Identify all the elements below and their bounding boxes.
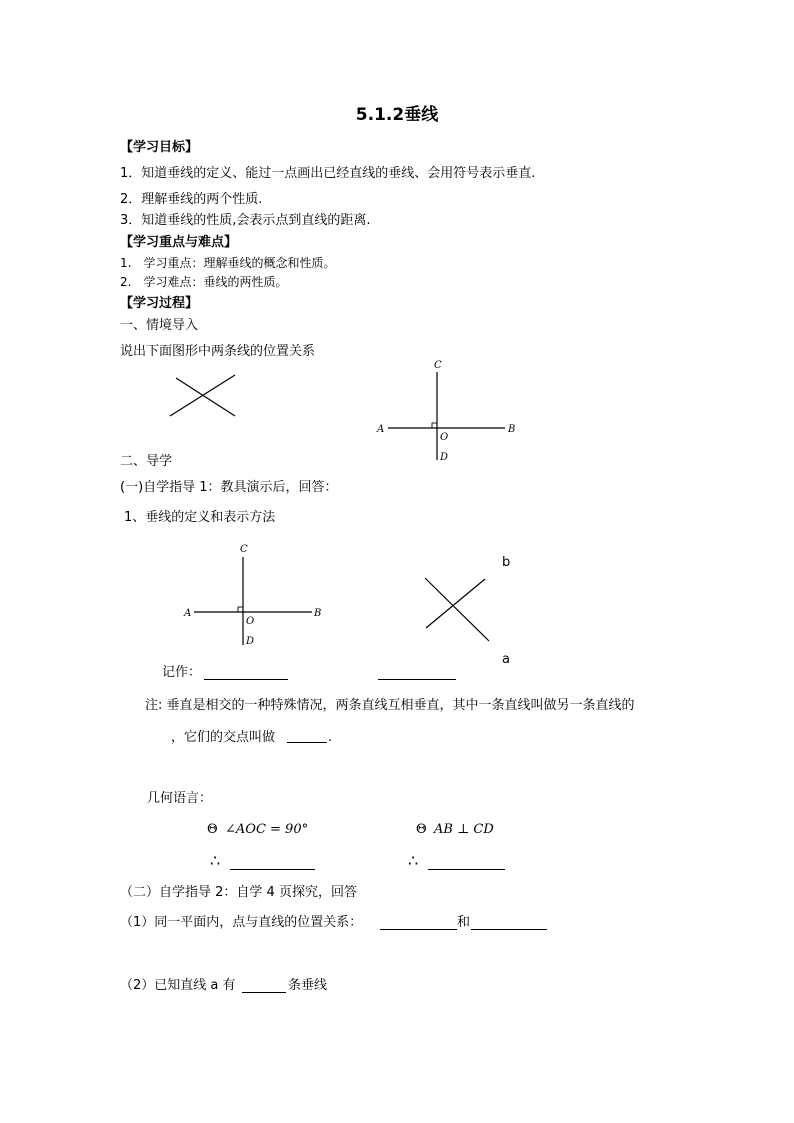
record-label: 记作： <box>162 665 202 680</box>
label-b: B <box>508 424 516 435</box>
section-guide-heading: 二、导学 <box>120 454 173 469</box>
question-2-suffix: 条垂线 <box>288 978 328 993</box>
label-d: D <box>440 452 449 463</box>
because-symbol-1: Θ <box>207 822 218 837</box>
question-1-blank-2[interactable] <box>471 929 547 930</box>
therefore-blank-2[interactable] <box>428 869 505 870</box>
question-1-and: 和 <box>457 915 471 930</box>
guide-2: （二）自学指导 2：自学 4 页探究，回答 <box>120 885 357 900</box>
label-a: A <box>377 424 385 435</box>
guide-1: (一)自学指导 1：教具演示后，回答： <box>120 480 338 495</box>
record-blank-1[interactable] <box>204 679 288 680</box>
geometry-language-label: 几何语言： <box>147 791 213 806</box>
scenario-prompt: 说出下面图形中两条线的位置关系 <box>120 344 316 359</box>
label-a: A <box>184 608 192 619</box>
key-point-2: 2. 学习难点：垂线的两性质。 <box>120 275 288 289</box>
question-2-prefix: （2）已知直线 a 有 <box>120 978 236 993</box>
because-symbol-2: Θ <box>416 822 427 837</box>
key-points-heading: 【学习重点与难点】 <box>120 235 238 250</box>
because-expr-angle: ∠AOC = 90° <box>225 822 309 837</box>
label-line-a: a <box>502 652 510 667</box>
question-1-blank-1[interactable] <box>380 929 457 930</box>
question-2-blank[interactable] <box>242 992 286 993</box>
page-title: 5.1.2垂线 <box>355 105 439 125</box>
record-blank-2[interactable] <box>378 679 456 680</box>
item-definition: 1、垂线的定义和表示方法 <box>124 510 276 525</box>
label-o: O <box>246 616 255 627</box>
line-b <box>426 579 485 628</box>
label-d: D <box>246 636 255 647</box>
note-period: . <box>328 730 333 745</box>
intersection-point-blank[interactable] <box>287 742 327 743</box>
because-expr-perpendicular: AB ⊥ CD <box>434 822 494 837</box>
goals-heading: 【学习目标】 <box>120 140 199 155</box>
therefore-blank-1[interactable] <box>230 869 315 870</box>
label-c: C <box>240 544 248 555</box>
label-o: O <box>440 432 449 443</box>
line-a <box>425 578 489 641</box>
note-line-1: 注: 垂直是相交的一种特殊情况，两条直线互相垂直，其中一条直线叫做另一条直线的 <box>145 698 635 713</box>
goal-item-2: 2．理解垂线的两个性质. <box>120 192 263 207</box>
label-c: C <box>434 360 442 371</box>
process-heading: 【学习过程】 <box>120 296 199 311</box>
note-line-2: ，它们的交点叫做 <box>171 730 276 745</box>
label-line-b: b <box>502 555 511 570</box>
question-1: （1）同一平面内，点与直线的位置关系： <box>120 915 363 930</box>
therefore-symbol-1: ∴ <box>210 851 221 870</box>
key-point-1: 1. 学习重点：理解垂线的概念和性质。 <box>120 256 336 270</box>
goal-item-1: 1．知道垂线的定义、能过一点画出已经直线的垂线、会用符号表示垂直. <box>120 166 536 181</box>
goal-item-3: 3．知道垂线的性质,会表示点到直线的距离. <box>120 213 371 228</box>
therefore-symbol-2: ∴ <box>408 851 419 870</box>
label-b: B <box>314 608 322 619</box>
section-scenario-heading: 一、情境导入 <box>120 318 199 333</box>
